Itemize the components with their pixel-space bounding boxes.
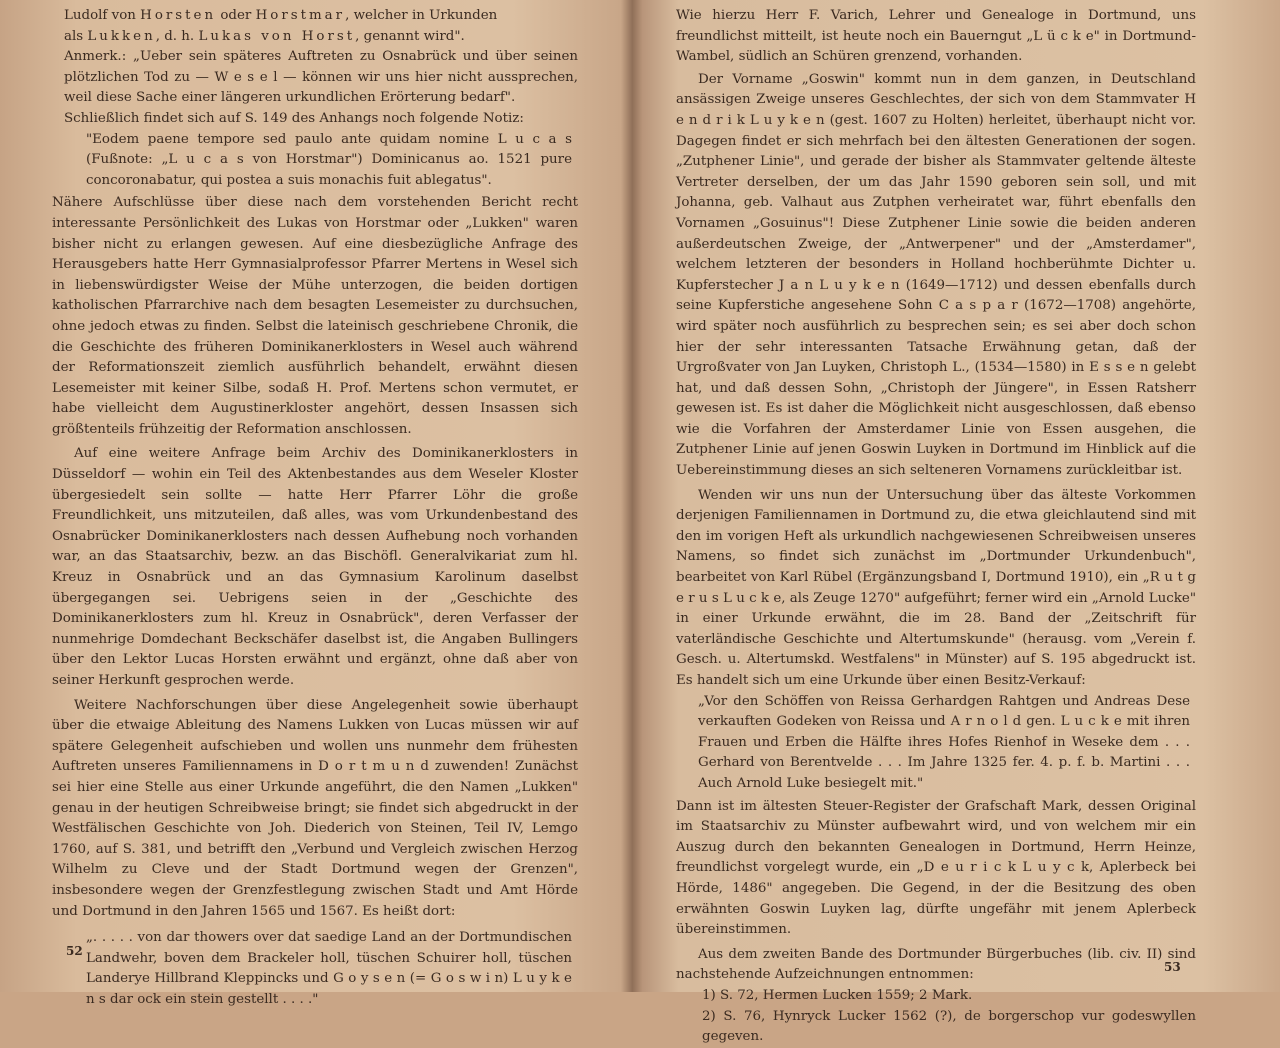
text-line: Ludolf von Horsten oder Horstmar, welcher in Urkunden xyxy=(64,8,498,23)
paragraph: Der Vorname „Goswin" kommt nun in dem ganzen, in Deutschland ansässigen Zweige unseres Geschlechtes, der sich von dem Stammvater H e n d r i k L u y k e n (gest. 1607 zu Holten) herleitet, überhaupt nicht vor. Dagegen findet er sich mehrfach bei den ältesten Generationen der sogen. „Zutphener Linie", und gerade der bisher als Stammvater geltende älteste Vertreter derselben, der um das Jahr 1590 geboren sein soll, und mit Johanna, geb. Valhaut aus Zutphen verheiratet war, führt ebenfalls den Vornamen „Gosuinus"! Diese Zutphener Linie sowie die beiden anderen außerdeutschen Zweige, der „Antwerpener" und der „Amsterdamer", welchem letzteren der besonders in Holland hochberühmte Dichter u. Kupferstecher J a n L u y k e n (1649—1712) und dessen ebenfalls durch seine Kupferstiche angesehene Sohn C a s p a r (1672—1708) angehörte, wird später noch ausführlich zu besprechen sein; es sei aber doch schon hier der sehr interessanten Tatsache Erwähnung getan, daß der Urgroßvater von Jan Luyken, Christoph L., (1534—1580) in E s s e n gelebt hat, und daß dessen Sohn, „Christoph der Jüngere", in Essen Ratsherr gewesen ist. Es ist daher die Möglichkeit nicht ausgeschlossen, daß ebenso wie die Vorfahren der Amsterdamer Linie von Essen ausgehen, die Zutphener Linie auf jenen Goswin Luyken in Dortmund im Hinblick auf die Uebereinstimmung dieses an sich selteneren Vornamens zurückleitbar ist. xyxy=(676,71,1196,479)
latin-quote: "Eodem paene tempore sed paulo ante quidam nomine L u c a s (Fußnote: „L u c a s von Horstmar") Dominicanus ao. 1521 pure concoronabatur, qui postea a suis monachis fuit ablegatus". xyxy=(86,131,572,188)
paragraph: Wenden wir uns nun der Untersuchung über das älteste Vorkommen derjenigen Familiennamen in Dortmund zu, die etwa gleichlautend sind mit den im vorigen Heft als urkundlich nachgewiesenen Schreibweisen unseres Namens, so findet sich zunächst im „Dortmunder Urkundenbuch", bearbeitet von Karl Rübel (Ergänzungsband I, Dortmund 1910), ein „R u t g e r u s L u c k e, als Zeuge 1270" aufgeführt; ferner wird ein „Arnold Lucke" in einer Urkunde erwähnt, die im 28. Band der „Zeitschrift für vaterländische Geschichte und Altertumskunde" (herausg. vom „Verein f. Gesch. u. Altertumskd. Westfalens" in Münster) auf S. 195 abgedruckt ist. Es handelt sich um eine Urkunde über einen Besitz-Verkauf: xyxy=(676,487,1196,688)
right-page xyxy=(676,0,1196,1045)
document-quote: „. . . . . von dar thowers over dat saedige Land an der Dortmundischen Landwehr, boven dem Brackeler holl, tüschen Schuirer holl, tüschen Landerye Hillbrand Kleppincks und G o y s e n (= G o s w i n) L u y k e n s dar ock ein stein gestellt . . . ." xyxy=(86,930,572,1007)
paragraph: Schließlich findet sich auf S. 149 des Anhangs noch folgende Notiz: xyxy=(64,110,524,126)
paragraph: Nähere Aufschlüsse über diese nach dem vorstehenden Bericht recht interessante Persönlichkeit des Lukas von Horstmar oder „Lukken" waren bisher nicht zu erlangen gewesen. Auf eine diesbezügliche Anfrage des Herausgebers hatte Herr Gymnasialprofessor Pfarrer Mertens in Wesel sich in liebenswürdigster Weise der Mühe unterzogen, die beiden dortigen katholischen Pfarrarchive nach dem besagten Lesemeister zu durchsuchen, ohne jedoch etwas zu finden. Selbst die lateinisch geschriebene Chronik, die die Geschichte des früheren Dominikanerklosters in Wesel auch während der Reformationszeit ziemlich ausführlich behandelt, erwähnt diesen Lesemeister mit keiner Silbe, sodaß H. Prof. Mertens schon vermutet, er habe vielleicht dem Augustinerkloster angehört, dessen Insassen sich größtenteils frühzeitig der Reformation anschlossen. xyxy=(52,195,578,437)
right-page-text xyxy=(676,6,1196,1048)
paragraph: Auf eine weitere Anfrage beim Archiv des Dominikanerklosters in Düsseldorf — wohin ein Teil des Aktenbestandes aus dem Weseler Kloster übergesiedelt sein sollte — hatte Herr Pfarrer Löhr die große Freundlichkeit, uns mitzuteilen, daß alles, was vom Urkundenbestand des Osnabrücker Dominikanerklosters nach dessen Aufhebung noch vorhanden war, an das Staatsarchiv, bezw. an das Bischöfl. Generalvikariat zum hl. Kreuz in Osnabrück und an das Gymnasium Karolinum daselbst übergegangen sei. Uebrigens seien in der „Geschichte des Dominikanerklosters zum hl. Kreuz in Osnabrück", deren Verfasser der nunmehrige Domdechant Beckschäfer daselbst ist, die Angaben Bullingers über den Lektor Lucas Horsten erwähnt und ergänzt, ohne daß aber von seiner Herkunft gesprochen werde. xyxy=(52,446,578,688)
list-item: 1) S. 72, Hermen Lucken 1559; 2 Mark. xyxy=(702,987,973,1003)
paragraph: Weitere Nachforschungen über diese Angelegenheit sowie überhaupt über die etwaige Ableitung des Namens Lukken von Lucas müssen wir auf spätere Gelegenheit aufschieben und wollen uns nunmehr dem frühesten Auftreten unseres Familiennamens in D o r t m u n d zuwenden! Zunächst sei hier eine Stelle aus einer Urkunde angeführt, die den Namen „Lukken" genau in der heutigen Schreibweise bringt; sie findet sich abgedruckt in der Westfälischen Geschichte von Joh. Diederich von Steinen, Teil IV, Lemgo 1760, auf S. 381, und betrifft den „Verbund und Vergleich zwischen Herzog Wilhelm zu Cleve und der Stadt Dortmund wegen der Grenzen", insbesondere wegen der Grenzfestlegung zwischen Stadt und Amt Hörde und Dortmund in den Jahren 1565 und 1567. Es heißt dort: xyxy=(52,697,578,919)
paragraph: Dann ist im ältesten Steuer-Register der Grafschaft Mark, dessen Original im Staatsarchiv zu Münster aufbewahrt wird, und von welchem mir ein Auszug durch den bekannten Genealogen in Dortmund, Herrn Heinze, freundlichst vorgelegt wurde, ein „D e u r i c k L u y c k, Aplerbeck bei Hörde, 1486" angegeben. Die Gegend, in der die Besitzung des oben erwähnten Goswin Luyken lag, dürfte ungefähr mit jenem Aplerbeck übereinstimmen. xyxy=(676,798,1196,938)
paragraph: Wie hierzu Herr F. Varich, Lehrer und Genealoge in Dortmund, uns freundlichst mitteilt, ist heute noch ein Bauerngut „L ü c k e" in Dortmund-Wambel, südlich an Schüren grenzend, vorhanden. xyxy=(676,8,1196,65)
list-item: 2) S. 76, Hynryck Lucker 1562 (?), de borgerschop vur godeswyllen gegeven. xyxy=(702,1008,1196,1045)
page-number: 52 xyxy=(66,944,83,958)
annotation-paragraph: Anmerk.: „Ueber sein späteres Auftreten zu Osnabrück und über seinen plötzlichen Tod zu — W e s e l — können wir uns hier nicht aussprechen, weil diese Sache einer längeren urkundlichen Erörterung bedarf". xyxy=(64,49,578,106)
paragraph: Aus dem zweiten Bande des Dortmunder Bürgerbuches (lib. civ. II) sind nachstehende Aufzeichnungen entnommen: xyxy=(676,946,1196,983)
left-page-text xyxy=(52,6,578,1011)
page-number: 53 xyxy=(1164,960,1181,974)
deed-quote: „Vor den Schöffen von Reissa Gerhardgen Rahtgen und Andreas Dese verkauften Godeken von Reissa und A r n o l d gen. L u c k e mit ihren Frauen und Erben die Hälfte ihres Hofes Rienhof in Weseke dem . . . Gerhard von Berentvelde . . . Im Jahre 1325 fer. 4. p. f. b. Martini . . . Auch Arnold Luke besiegelt mit." xyxy=(698,693,1190,791)
text-line: als Lukken, d. h. Lukas von Horst, genannt wird". xyxy=(64,28,465,44)
left-page xyxy=(52,0,578,1007)
